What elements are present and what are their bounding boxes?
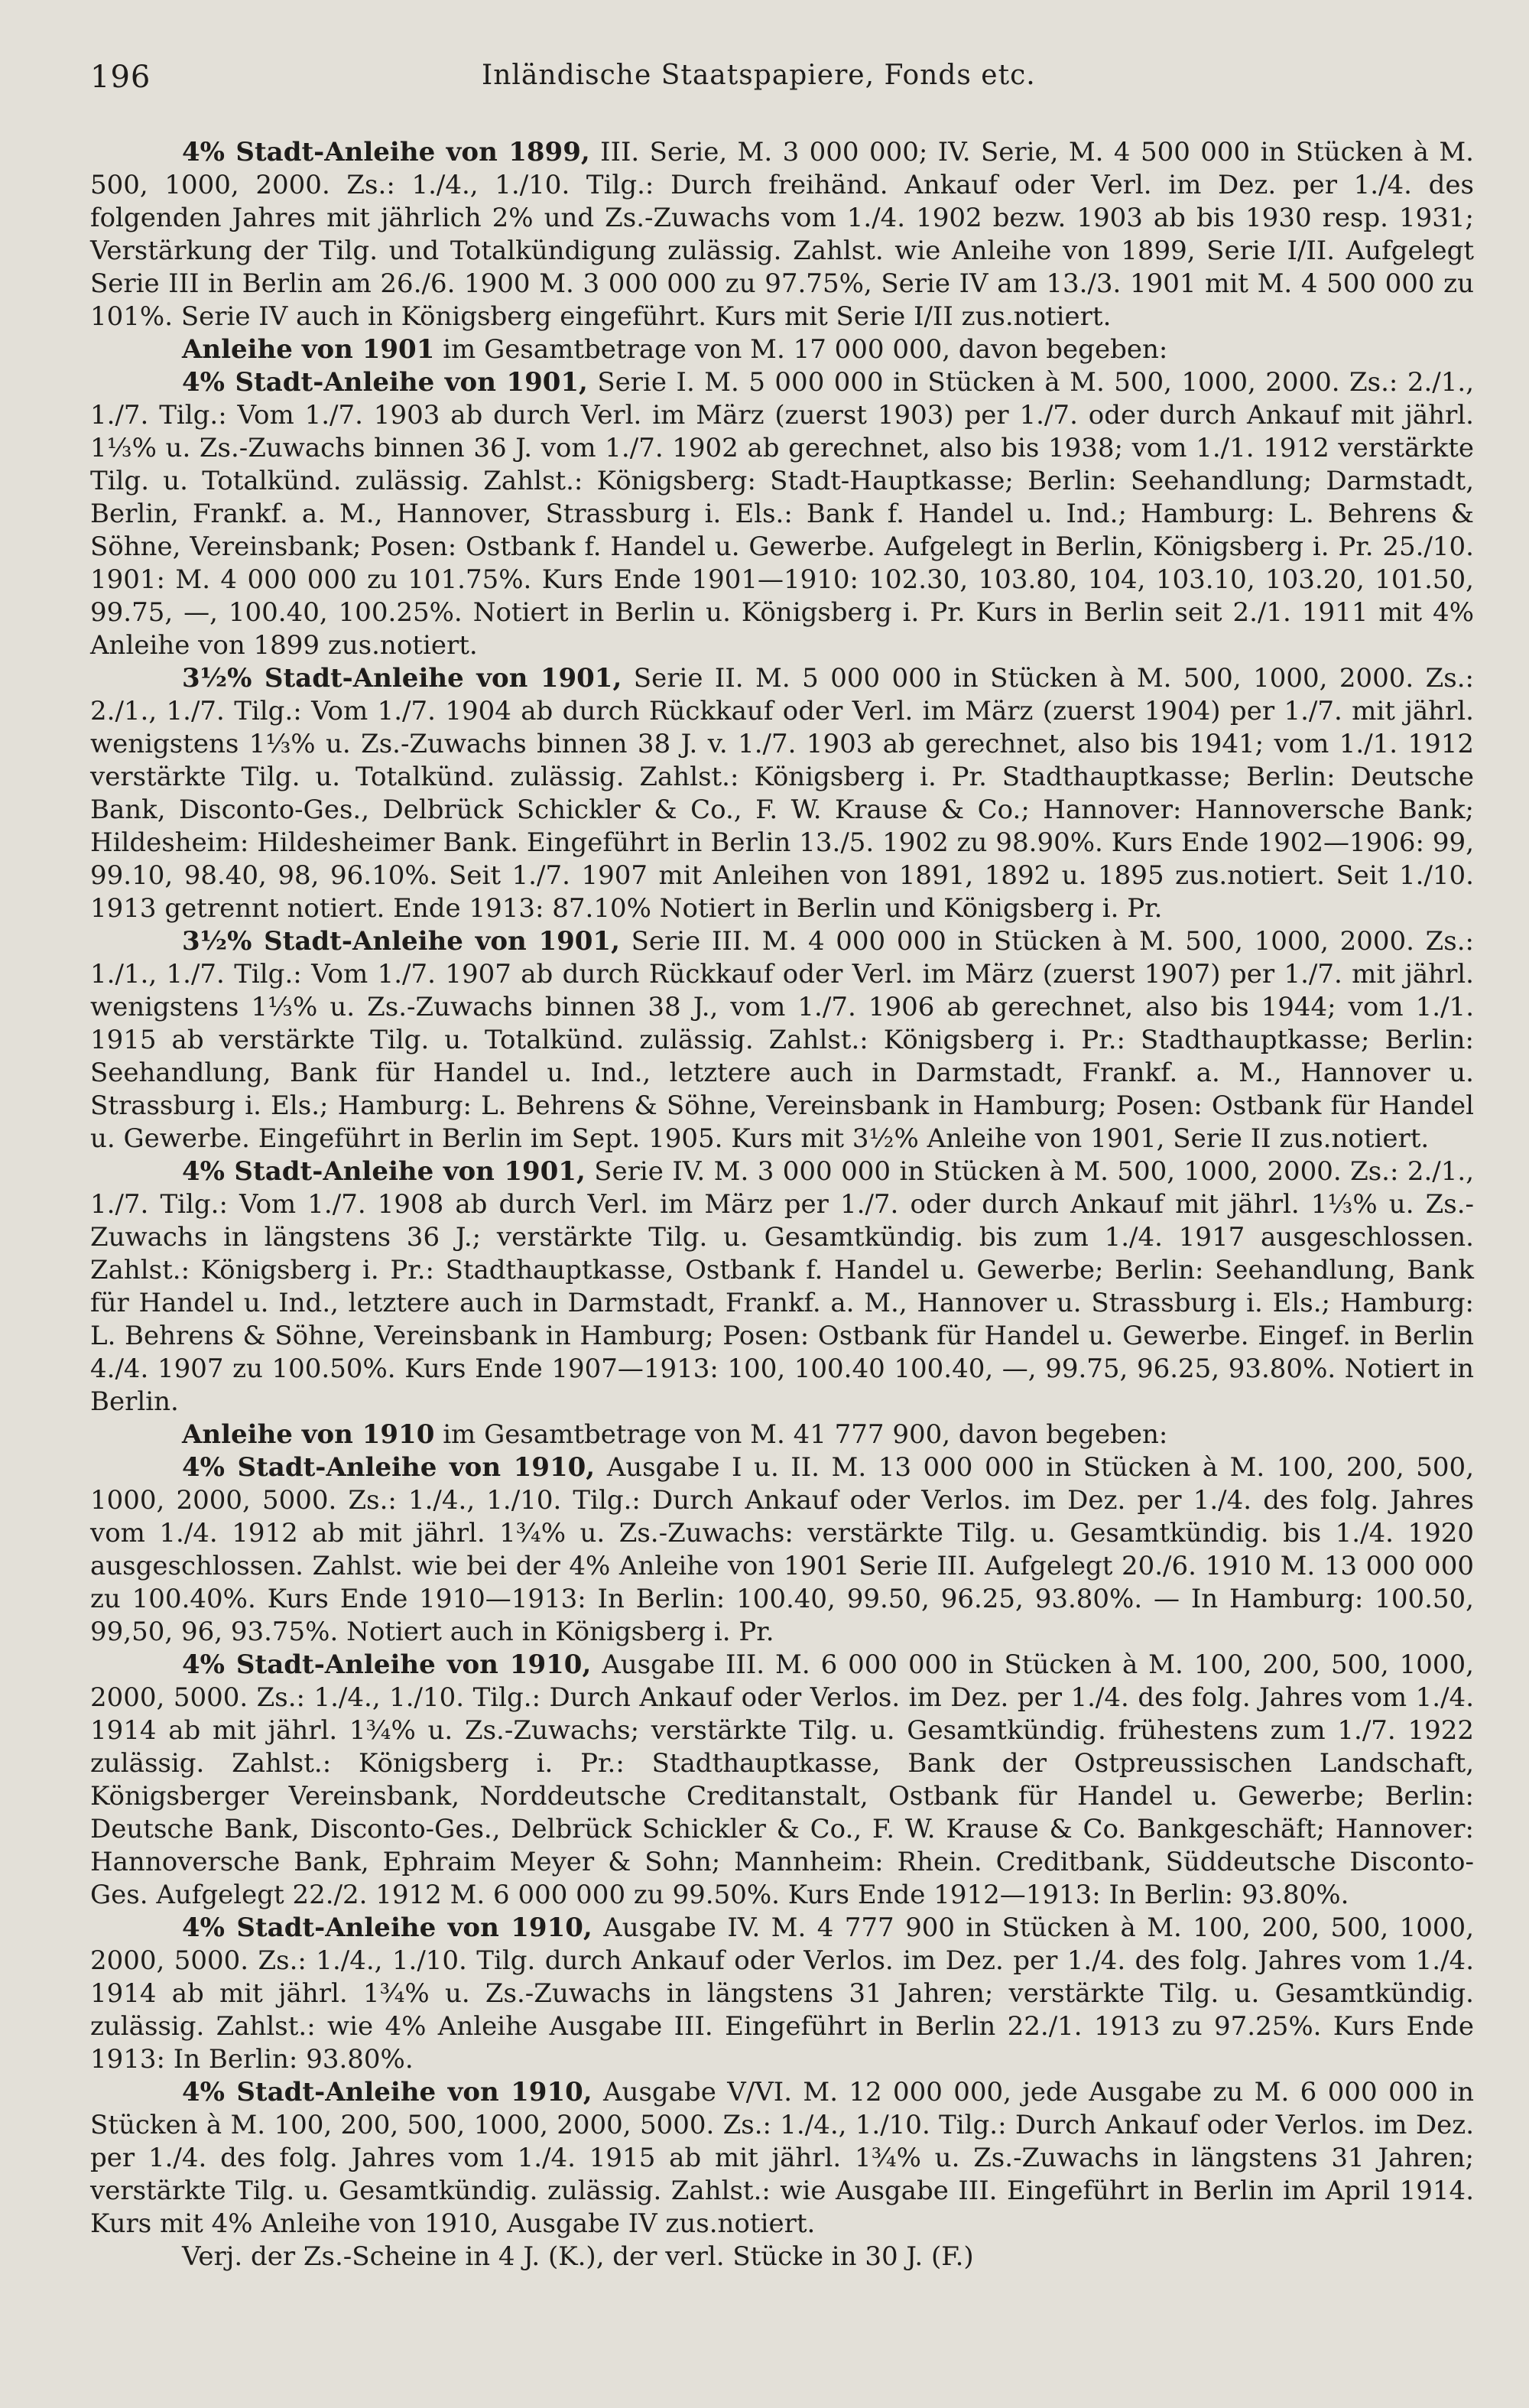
- entry-heading: 4% Stadt-Anleihe von 1910,: [182, 2077, 592, 2107]
- entry-text: Ausgabe I u. II. M. 13 000 000 in Stücken à M. 100, 200, 500, 1000, 2000, 5000. Zs.: 1./4., 1./10. Tilg.: Durch Ankauf oder Verlos. im Dez. per 1./4. des folg. Jahres vom 1./4. 1912 ab mit jährl. 1¾% u. Zs.-Zuwachs: verstärkte Tilg. u. Gesamtkündig. bis 1./4. 1920 ausgeschlossen. Zahlst. wie bei der 4% Anleihe von 1901 Serie III. Aufgelegt 20./6. 1910 M. 13 000 000 zu 100.40%. Kurs Ende 1910—1913: In Berlin: 100.40, 99.50, 96.25, 93.80%. — In Hamburg: 100.50, 99,50, 96, 93.75%. Notiert auch in Königsberg i. Pr.: [90, 1452, 1474, 1647]
- entry-stadt-anleihe-1899: [90, 136, 1474, 333]
- entry-1910-ausgabe-4: [90, 1912, 1474, 2076]
- footnote-verjaehrung: Verj. der Zs.-Scheine in 4 J. (K.), der verl. Stücke in 30 J. (F.): [182, 2241, 974, 2272]
- subhead-title: Anleihe von 1910: [182, 1419, 435, 1450]
- entry-text: Ausgabe III. M. 6 000 000 in Stücken à M. 100, 200, 500, 1000, 2000, 5000. Zs.: 1./4., 1./10. Tilg.: Durch Ankauf oder Verlos. im Dez. per 1./4. des folg. Jahres vom 1./4. 1914 ab mit jährl. 1¾% u. Zs.-Zuwachs; verstärkte Tilg. u. Gesamtkündig. frühestens zum 1./7. 1922 zulässig. Zahlst.: Königsberg i. Pr.: Stadthauptkasse, Bank der Ostpreussischen Landschaft, Königsberger Vereinsbank, Norddeutsche Creditanstalt, Ostbank für Handel u. Gewerbe; Berlin: Deutsche Bank, Disconto-Ges., Delbrück Schickler & Co., F. W. Krause & Co. Bankgeschäft; Hannover: Hannoversche Bank, Ephraim Meyer & Sohn; Mannheim: Rhein. Creditbank, Süddeutsche Disconto-Ges. Aufgelegt 22./2. 1912 M. 6 000 000 zu 99.50%. Kurs Ende 1912—1913: In Berlin: 93.80%.: [90, 1649, 1474, 1910]
- subhead-anleihe-1901: [90, 333, 1474, 366]
- entry-text: Serie I. M. 5 000 000 in Stücken à M. 500, 1000, 2000. Zs.: 2./1., 1./7. Tilg.: Vom 1./7. 1903 ab durch Verl. im März (zuerst 1903) per 1./7. oder durch Ankauf mit jährl. 1⅓% u. Zs.-Zuwachs binnen 36 J. vom 1./7. 1902 ab gerechnet, also bis 1938; vom 1./1. 1912 verstärkte Tilg. u. Totalkünd. zulässig. Zahlst.: Königsberg: Stadt-Hauptkasse; Berlin: Seehandlung; Darmstadt, Berlin, Frankf. a. M., Hannover, Strassburg i. Els.: Bank f. Handel u. Ind.; Hamburg: L. Behrens & Söhne, Vereinsbank; Posen: Ostbank f. Handel u. Gewerbe. Aufgelegt in Berlin, Königsberg i. Pr. 25./10. 1901: M. 4 000 000 zu 101.75%. Kurs Ende 1901—1910: 102.30, 103.80, 104, 103.10, 103.20, 101.50, 99.75, —, 100.40, 100.25%. Notiert in Berlin u. Königsberg i. Pr. Kurs in Berlin seit 2./1. 1911 mit 4% Anleihe von 1899 zus.notiert.: [90, 367, 1474, 661]
- entry-text: Serie II. M. 5 000 000 in Stücken à M. 500, 1000, 2000. Zs.: 2./1., 1./7. Tilg.: Vom 1./7. 1904 ab durch Rückkauf oder Verl. im März (zuerst 1904) per 1./7. mit jährl. wenigstens 1⅓% u. Zs.-Zuwachs binnen 38 J. v. 1./7. 1903 ab gerechnet, also bis 1941; vom 1./1. 1912 verstärkte Tilg. u. Totalkünd. zulässig. Zahlst.: Königsberg i. Pr. Stadthauptkasse; Berlin: Deutsche Bank, Disconto-Ges., Delbrück Schickler & Co., F. W. Krause & Co.; Hannover: Hannoversche Bank; Hildesheim: Hildesheimer Bank. Eingeführt in Berlin 13./5. 1902 zu 98.90%. Kurs Ende 1902—1906: 99, 99.10, 98.40, 98, 96.10%. Seit 1./7. 1907 mit Anleihen von 1891, 1892 u. 1895 zus.notiert. Seit 1./10. 1913 getrennt notiert. Ende 1913: 87.10% Notiert in Berlin und Königsberg i. Pr.: [90, 663, 1475, 924]
- entry-heading: 4% Stadt-Anleihe von 1910,: [182, 1452, 596, 1483]
- subhead-text: im Gesamtbetrage von M. 17 000 000, davon begeben:: [443, 334, 1168, 365]
- entry-heading: 3½% Stadt-Anleihe von 1901,: [182, 663, 622, 694]
- entry-1901-serie-3: [90, 925, 1474, 1155]
- text-body: [90, 136, 1474, 2380]
- page-number: 196: [90, 60, 151, 95]
- entry-heading: 4% Stadt-Anleihe von 1899,: [182, 137, 590, 167]
- entry-heading: 4% Stadt-Anleihe von 1910,: [182, 1649, 592, 1680]
- subhead-text: im Gesamtbetrage von M. 41 777 900, davon begeben:: [443, 1419, 1168, 1450]
- entry-1901-serie-4: [90, 1155, 1474, 1418]
- entry-text: III. Serie, M. 3 000 000; IV. Serie, M. 4 500 000 in Stücken à M. 500, 1000, 2000. Zs.: 1./4., 1./10. Tilg.: Durch freihänd. Ankauf oder Verl. im Dez. per 1./4. des folgenden Jahres mit jährlich 2% und Zs.-Zuwachs vom 1./4. 1902 bezw. 1903 ab bis 1930 resp. 1931; Verstärkung der Tilg. und Totalkündigung zulässig. Zahlst. wie Anleihe von 1899, Serie I/II. Aufgelegt Serie III in Berlin am 26./6. 1900 M. 3 000 000 zu 97.75%, Serie IV am 13./3. 1901 mit M. 4 500 000 zu 101%. Serie IV auch in Königsberg eingeführt. Kurs mit Serie I/II zus.notiert.: [90, 137, 1474, 332]
- entry-text: Ausgabe V/VI. M. 12 000 000, jede Ausgabe zu M. 6 000 000 in Stücken à M. 100, 200, 500, 1000, 2000, 5000. Zs.: 1./4., 1./10. Tilg.: Durch Ankauf oder Verlos. im Dez. per 1./4. des folg. Jahres vom 1./4. 1915 ab mit jährl. 1¾% u. Zs.-Zuwachs in längstens 31 Jahren; verstärkte Tilg. u. Gesamtkündig. zulässig. Zahlst.: wie Ausgabe III. Eingeführt in Berlin im April 1914. Kurs mit 4% Anleihe von 1910, Ausgabe IV zus.notiert.: [90, 2077, 1475, 2239]
- running-head: Inländische Staatspapiere, Fonds etc.: [482, 60, 1036, 91]
- entry-1910-ausgabe-3: [90, 1649, 1474, 1912]
- subhead-anleihe-1910: [90, 1418, 1474, 1451]
- entry-heading: 4% Stadt-Anleihe von 1901,: [182, 367, 588, 398]
- entry-text: Ausgabe IV. M. 4 777 900 in Stücken à M. 100, 200, 500, 1000, 2000, 5000. Zs.: 1./4., 1./10. Tilg. durch Ankauf oder Verlos. im Dez. per 1./4. des folg. Jahres vom 1./4. 1914 ab mit jährl. 1¾% u. Zs.-Zuwachs in längstens 31 Jahren; verstärkte Tilg. u. Gesamtkündig. zulässig. Zahlst.: wie 4% Anleihe Ausgabe III. Eingeführt in Berlin 22./1. 1913 zu 97.25%. Kurs Ende 1913: In Berlin: 93.80%.: [90, 1912, 1475, 2075]
- entry-heading: 3½% Stadt-Anleihe von 1901,: [182, 926, 620, 957]
- subhead-title: Anleihe von 1901: [182, 334, 435, 365]
- entry-1910-ausgabe-5-6: [90, 2076, 1474, 2241]
- entry-text: Serie IV. M. 3 000 000 in Stücken à M. 500, 1000, 2000. Zs.: 2./1., 1./7. Tilg.: Vom 1./7. 1908 ab durch Verl. im März per 1./7. oder durch Ankauf mit jährl. 1⅓% u. Zs.-Zuwachs in längstens 36 J.; verstärkte Tilg. u. Gesamtkündig. bis zum 1./4. 1917 ausgeschlossen. Zahlst.: Königsberg i. Pr.: Stadthauptkasse, Ostbank f. Handel u. Gewerbe; Berlin: Seehandlung, Bank für Handel u. Ind., letztere auch in Darmstadt, Frankf. a. M., Hannover u. Strassburg i. Els.; Hamburg: L. Behrens & Söhne, Vereinsbank in Hamburg; Posen: Ostbank für Handel u. Gewerbe. Eingef. in Berlin 4./4. 1907 zu 100.50%. Kurs Ende 1907—1913: 100, 100.40 100.40, —, 99.75, 96.25, 93.80%. Notiert in Berlin.: [90, 1156, 1475, 1417]
- entry-1901-serie-1: [90, 366, 1474, 662]
- entry-heading: 4% Stadt-Anleihe von 1901,: [182, 1156, 586, 1187]
- entry-1910-ausgabe-1-2: [90, 1451, 1474, 1649]
- entry-1901-serie-2: [90, 662, 1474, 925]
- entry-heading: 4% Stadt-Anleihe von 1910,: [182, 1912, 592, 1943]
- entry-text: Serie III. M. 4 000 000 in Stücken à M. 500, 1000, 2000. Zs.: 1./1., 1./7. Tilg.: Vom 1./7. 1907 ab durch Rückkauf oder Verl. im März (zuerst 1907) per 1./7. mit jährl. wenigstens 1⅓% u. Zs.-Zuwachs binnen 38 J., vom 1./7. 1906 ab gerechnet, also bis 1944; vom 1./1. 1915 ab verstärkte Tilg. u. Totalkünd. zulässig. Zahlst.: Königsberg i. Pr.: Stadthauptkasse; Berlin: Seehandlung, Bank für Handel u. Ind., letztere auch in Darmstadt, Frankf. a. M., Hannover u. Strassburg i. Els.; Hamburg: L. Behrens & Söhne, Vereinsbank in Hamburg; Posen: Ostbank für Handel u. Gewerbe. Eingeführt in Berlin im Sept. 1905. Kurs mit 3½% Anleihe von 1901, Serie II zus.notiert.: [90, 926, 1474, 1154]
